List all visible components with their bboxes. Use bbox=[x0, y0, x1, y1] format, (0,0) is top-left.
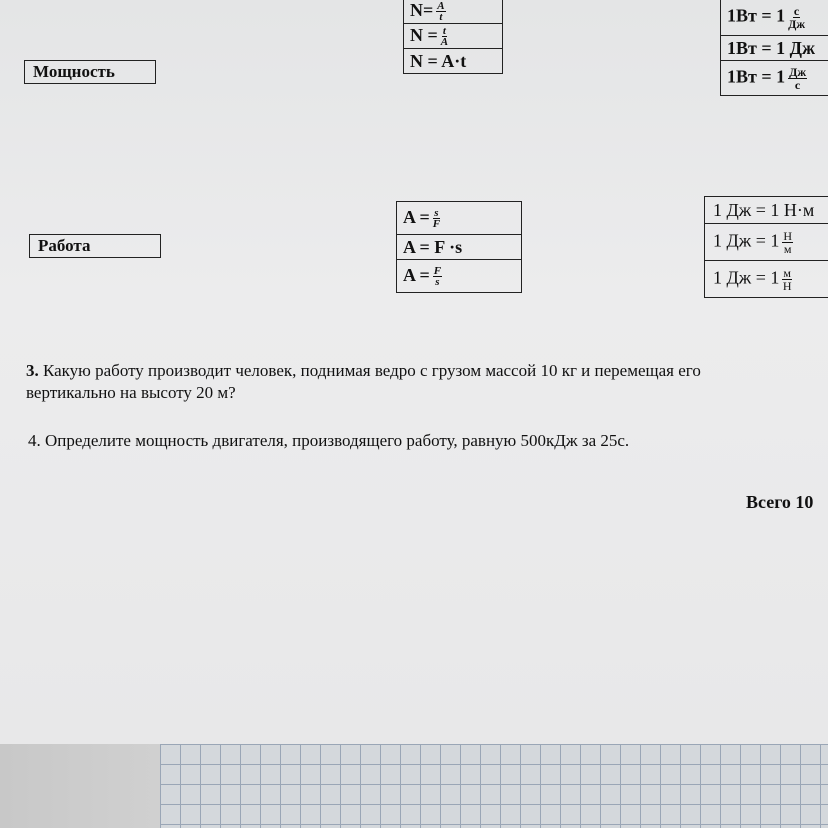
label-power: Мощность bbox=[24, 60, 156, 84]
task-3-line-2: вертикально на высоту 20 м? bbox=[26, 383, 236, 402]
work-formula-fraction: $\frac{s}{F}$ bbox=[432, 207, 441, 231]
power-unit-lhs: 1Вт = 1 bbox=[727, 66, 786, 87]
power-formula-row bbox=[404, 49, 503, 74]
work-unit-lhs: 1 Дж = 1 bbox=[713, 267, 780, 288]
total-score: Всего 10 bbox=[746, 492, 814, 512]
work-formula-lhs: A = bbox=[403, 206, 430, 227]
task-3-line-1 bbox=[26, 360, 701, 381]
work-unit-lhs: 1 Дж = 1 Н·м bbox=[713, 199, 815, 220]
work-unit-lhs: 1 Дж = 1 bbox=[713, 230, 780, 251]
work-formulas-table bbox=[396, 201, 522, 293]
work-formula-row bbox=[397, 235, 522, 260]
power-formula-lhs: N= bbox=[410, 0, 434, 20]
power-formula-fraction: $\frac{t}{A}$ bbox=[440, 25, 449, 49]
power-unit-fraction: $\frac{с}{Дж}$ bbox=[788, 3, 806, 31]
power-unit-row bbox=[721, 36, 828, 61]
task-3-text: Какую работу производит человек, поднимая ведро с грузом массой 10 кг и перемещая его bbox=[43, 361, 701, 380]
power-formula-row bbox=[404, 0, 503, 24]
work-formula-fraction: $\frac{F}{s}$ bbox=[433, 265, 442, 289]
power-formula-fraction: $\frac{A}{t}$ bbox=[437, 0, 445, 24]
work-formula-lhs: A = F ·s bbox=[403, 236, 463, 257]
power-units-table bbox=[720, 0, 828, 96]
work-unit-row bbox=[705, 261, 828, 298]
work-formula-row bbox=[397, 260, 522, 293]
power-formula-row bbox=[404, 24, 503, 49]
power-formula-lhs: N = A·t bbox=[410, 50, 467, 71]
work-formula-row bbox=[397, 202, 522, 235]
work-unit-row bbox=[705, 224, 828, 261]
power-unit-lhs: 1Вт = 1 Дж bbox=[727, 37, 816, 58]
work-formula-lhs: A = bbox=[403, 264, 430, 285]
label-work: Работа bbox=[29, 234, 161, 258]
power-unit-lhs: 1Вт = 1 bbox=[727, 5, 786, 26]
work-unit-row bbox=[705, 197, 828, 224]
power-unit-fraction: $\frac{Дж}{с}$ bbox=[789, 64, 807, 92]
work-unit-fraction: $\frac{м}{Н}$ bbox=[782, 265, 792, 293]
power-formula-lhs: N = bbox=[410, 24, 438, 45]
power-formulas-table bbox=[403, 0, 503, 74]
work-unit-fraction: $\frac{Н}{м}$ bbox=[783, 228, 793, 256]
task-4: 4. Определите мощность двигателя, производящего работу, равную 500кДж за 25с. bbox=[28, 431, 630, 450]
task-3-number: 3. bbox=[26, 361, 39, 380]
power-unit-row bbox=[721, 0, 828, 36]
shadow-area bbox=[0, 744, 160, 828]
work-units-table bbox=[704, 196, 828, 298]
power-unit-row bbox=[721, 61, 828, 96]
